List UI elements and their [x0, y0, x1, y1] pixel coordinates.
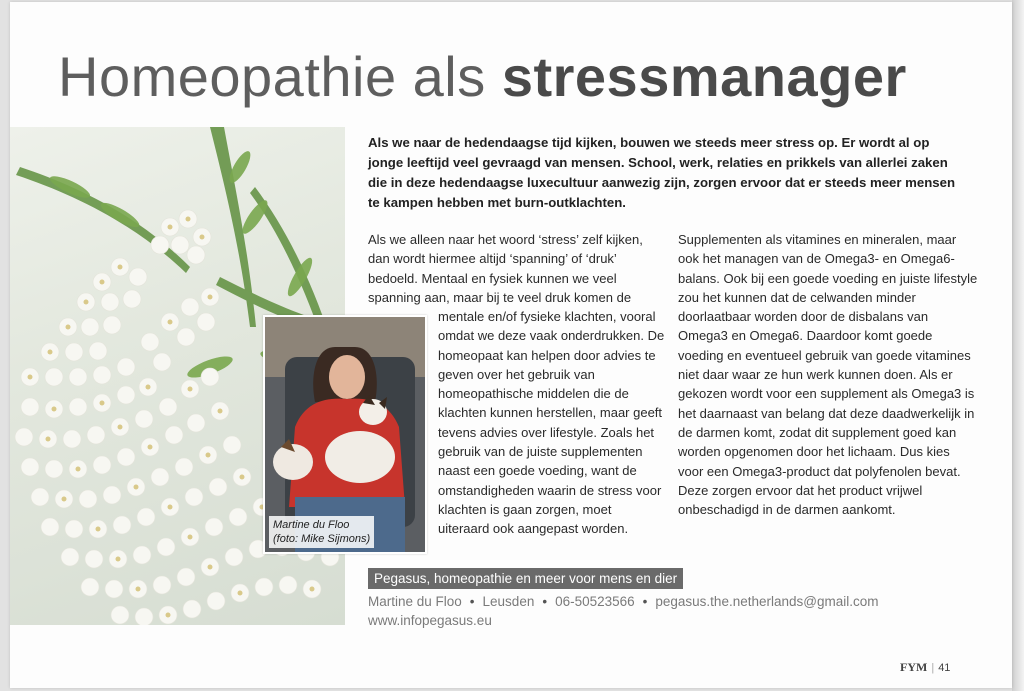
article-title: [58, 42, 907, 112]
separator: •: [642, 594, 648, 609]
page-footer: [900, 660, 950, 675]
portrait-photo: [263, 315, 427, 554]
column1-wrap: mentale en/of fysieke klachten, vooral omdat we deze vaak onderdrukken. De homeopaat kan helpen door advies te geven over het gebruik van homeopathische middelen die de klachten kunnen herstellen, maar geeft tevens advies over lifestyle. Zoals het gebruik van de juiste supplementen naast een goede voeding, want de omstandigheden waarin de stress voor klachten is gaan zorgen, moet uiteraard ook aangepast worden.: [438, 309, 665, 537]
contact-phone[interactable]: 06-50523566: [555, 594, 635, 609]
page-edge: [1012, 0, 1024, 691]
photo-caption: [269, 516, 374, 548]
caption-credit: (foto: Mike Sijmons): [273, 533, 371, 545]
contact-city: Leusden: [482, 594, 535, 609]
separator: •: [469, 594, 475, 609]
footer-divider: |: [931, 662, 935, 674]
contact-email[interactable]: pegasus.the.netherlands@gmail.com: [655, 594, 879, 609]
contact-name: Martine du Floo: [368, 594, 462, 609]
intro-paragraph: Als we naar de hedendaagse tijd kijken, bouwen we steeds meer stress op. Er wordt al op jonge leeftijd veel gevraagd van mensen. School, werk, relaties en prikkels van allerlei zaken die in deze hedendaagse luxecultuur aanwezig zijn, zorgen ervoor dat er steeds meer mensen te kampen hebben met burn-outklachten.: [368, 135, 956, 210]
column1-top: Als we alleen naar het woord ‘stress’ zelf kijken, dan wordt hiermee altijd ‘spanning’ of ‘druk’ bedoeld. Mentaal en fysiek kunnen we veel spanning aan, maar bij te veel druk komen de: [368, 232, 643, 305]
title-light: Homeopathie als: [58, 45, 502, 108]
website-link[interactable]: www.infopegasus.eu: [368, 613, 492, 628]
contact-line: [368, 592, 878, 611]
caption-name: Martine du Floo: [273, 519, 350, 531]
tagline-bar: Pegasus, homeopathie en meer voor mens en dier: [368, 568, 683, 589]
magazine-brand: FYM: [900, 660, 928, 674]
magazine-page: [10, 2, 1012, 688]
column2: Supplementen als vitamines en mineralen, maar ook het managen van de Omega3- en Omega6-balans. Ook bij een goede voeding en juiste lifestyle zou het kunnen dat de celwanden minder doorlaatbaar worden door de disbalans van Omega3 en Omega6. Daardoor komt goede voeding en eventueel gebruik van goede vitamines niet daar waar ze hun werk kunnen doen. Als er gekozen wordt voor een supplement als Omega3 is het daarnaast van belang dat deze daadwerkelijk in de darmen komt, zodat dit supplement goed kan worden opgenomen door het lichaam. Dus kies voor een Omega3-product dat polyfenolen bevat. Deze zorgen ervoor dat het product vrijwel onbeschadigd in de darmen aankomt.: [678, 232, 978, 518]
page-number: 41: [938, 662, 951, 674]
title-bold: stressmanager: [501, 45, 907, 108]
separator: •: [542, 594, 548, 609]
